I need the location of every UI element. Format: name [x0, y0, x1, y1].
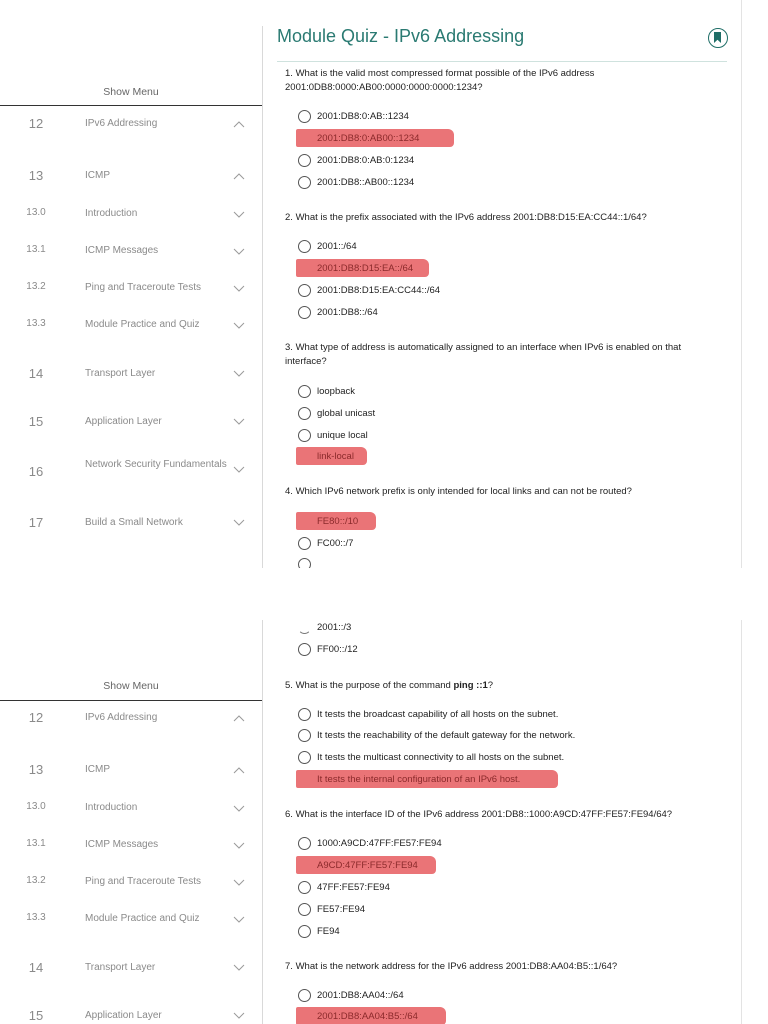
sidebar-item-label: Transport Layer [85, 962, 156, 973]
sidebar-item-label: Introduction [85, 802, 138, 813]
chevron-down-icon[interactable] [233, 916, 245, 924]
sidebar-item-number: 17 [28, 515, 44, 530]
option-q6-b-highlighted[interactable] [298, 859, 598, 875]
chevron-down-icon[interactable] [233, 322, 245, 330]
sidebar-item-label: Ping and Traceroute Tests [85, 282, 201, 293]
option-q4-c[interactable] [298, 621, 598, 637]
option-q2-c[interactable] [298, 284, 598, 300]
option-q3-d-highlighted[interactable] [298, 450, 598, 466]
sidebar-item-label: ICMP Messages [85, 245, 159, 256]
question-number: 3. [285, 342, 293, 353]
question-7-text [285, 960, 725, 974]
sidebar-item-label: Ping and Traceroute Tests [85, 876, 201, 887]
radio-button[interactable] [298, 176, 311, 189]
radio-button[interactable] [298, 621, 311, 634]
option-q1-d[interactable] [298, 176, 598, 192]
question-text: What is the valid most compressed format possible of the IPv6 address 2001:0DB8:0000:AB00:0000:0000:0000:1234? [285, 68, 595, 93]
chevron-down-icon[interactable] [233, 466, 245, 474]
chevron-up-icon[interactable] [233, 766, 245, 774]
question-2-text [285, 211, 725, 225]
option-label: It tests the multicast connectivity to all hosts on the subnet. [317, 752, 565, 763]
quiz-content [277, 0, 732, 568]
option-label: 1000:A9CD:47FF:FE57:FE94 [317, 838, 442, 849]
option-q7-b-highlighted[interactable] [298, 1010, 598, 1024]
option-label: It tests the broadcast capability of all hosts on the subnet. [317, 709, 559, 720]
title-divider [277, 61, 727, 62]
chevron-down-icon[interactable] [233, 805, 245, 813]
radio-button[interactable] [298, 903, 311, 916]
radio-button[interactable] [298, 751, 311, 764]
option-label: FF00::/12 [317, 644, 358, 655]
option-q4-b[interactable] [298, 537, 598, 553]
option-label: 2001:DB8:0:AB00::1234 [317, 133, 420, 144]
question-text: What is the interface ID of the IPv6 address 2001:DB8::1000:A9CD:47FF:FE57:FE94/64? [295, 809, 673, 820]
menu-divider [0, 105, 262, 106]
radio-button[interactable] [298, 837, 311, 850]
option-label: 2001:DB8::AB00::1234 [317, 177, 415, 188]
sidebar-item-number: 14 [28, 960, 44, 975]
bookmark-icon[interactable] [708, 28, 728, 48]
sidebar-divider [262, 26, 263, 568]
sidebar-item-label: ICMP [85, 170, 110, 181]
question-text: What type of address is automatically assigned to an interface when IPv6 is enabled on that interface? [285, 342, 682, 367]
question-number: 5. [285, 680, 293, 691]
option-q3-a[interactable] [298, 385, 598, 401]
sidebar-menu [0, 620, 262, 1024]
option-label: 2001:DB8:AA04::/64 [317, 990, 404, 1001]
option-label: unique local [317, 430, 368, 441]
radio-button[interactable] [298, 385, 311, 398]
radio-button[interactable] [298, 537, 311, 550]
option-q1-b-highlighted[interactable] [298, 132, 598, 148]
chevron-down-icon[interactable] [233, 879, 245, 887]
option-label: 2001:DB8:0:AB::1234 [317, 111, 409, 122]
question-text: Which IPv6 network prefix is only intended for local links and can not be routed? [295, 486, 632, 497]
radio-button[interactable] [298, 643, 311, 656]
chevron-down-icon[interactable] [233, 519, 245, 527]
sidebar-item-number: 13 [28, 168, 44, 183]
option-label: It tests the internal configuration of an IPv6 host. [317, 774, 521, 785]
sidebar-divider [262, 620, 263, 1024]
chevron-up-icon[interactable] [233, 714, 245, 722]
option-q1-a[interactable] [298, 110, 598, 126]
option-label: 2001:DB8:0:AB:0:1234 [317, 155, 415, 166]
question-1-text [285, 67, 725, 95]
question-4-text [285, 485, 725, 499]
chevron-down-icon[interactable] [233, 370, 245, 378]
chevron-up-icon[interactable] [233, 120, 245, 128]
sidebar-item-label: Module Practice and Quiz [85, 913, 200, 924]
show-menu-button[interactable]: Show Menu [103, 86, 159, 98]
option-q2-a[interactable] [298, 240, 598, 256]
radio-button[interactable] [298, 240, 311, 253]
command-text: ping ::1 [453, 680, 488, 691]
radio-button[interactable] [298, 558, 311, 568]
option-label: 2001:DB8::/64 [317, 307, 378, 318]
option-q5-d-highlighted[interactable] [298, 773, 598, 789]
option-label: link-local [317, 451, 354, 462]
sidebar-item-number: 13.0 [26, 801, 46, 812]
option-q4-d[interactable] [298, 643, 598, 659]
option-q6-e[interactable] [298, 925, 598, 941]
option-q5-c[interactable] [298, 751, 598, 767]
option-label: 2001:DB8:AA04:B5::/64 [317, 1011, 418, 1022]
option-label: 2001:DB8:D15:EA:CC44::/64 [317, 285, 441, 296]
option-label: FE80::/10 [317, 516, 359, 527]
sidebar-item-number: 13.2 [26, 281, 46, 292]
chevron-down-icon[interactable] [233, 285, 245, 293]
option-label: It tests the reachability of the default gateway for the network. [317, 730, 576, 741]
content-right-border [741, 0, 742, 568]
sidebar-item-number: 16 [28, 464, 44, 479]
sidebar-item-label: ICMP [85, 764, 110, 775]
radio-button[interactable] [298, 729, 311, 742]
option-label: loopback [317, 386, 356, 397]
option-label: FE57:FE94 [317, 904, 366, 915]
option-label: FE94 [317, 926, 340, 937]
quiz-content [277, 620, 732, 1024]
question-number: 7. [285, 961, 293, 972]
radio-button[interactable] [298, 110, 311, 123]
radio-button[interactable] [298, 925, 311, 938]
option-q6-c[interactable] [298, 881, 598, 897]
chevron-down-icon[interactable] [233, 418, 245, 426]
chevron-down-icon[interactable] [233, 248, 245, 256]
sidebar-item-label: Introduction [85, 208, 138, 219]
option-q3-c[interactable] [298, 429, 598, 445]
chevron-down-icon[interactable] [233, 211, 245, 219]
sidebar-item-label: Transport Layer [85, 368, 156, 379]
option-label: 2001::/3 [317, 622, 352, 633]
sidebar-item-number: 12 [28, 710, 44, 725]
option-q7-a[interactable] [298, 989, 598, 1005]
sidebar-item-label: Application Layer [85, 1010, 162, 1021]
sidebar-menu [0, 0, 262, 568]
chevron-up-icon[interactable] [233, 172, 245, 180]
question-text-end: ? [487, 680, 494, 691]
sidebar-item-label: IPv6 Addressing [85, 118, 158, 129]
menu-divider [0, 700, 262, 701]
sidebar-item-number: 12 [28, 116, 44, 131]
chevron-down-icon[interactable] [233, 842, 245, 850]
option-q4-c-partial[interactable] [298, 558, 598, 568]
option-q2-d[interactable] [298, 306, 598, 322]
show-menu-button[interactable]: Show Menu [103, 680, 159, 692]
question-number: 6. [285, 809, 293, 820]
sidebar-item-label: Network Security Fundamentals [85, 459, 227, 470]
radio-button[interactable] [298, 154, 311, 167]
sidebar-item-label: ICMP Messages [85, 839, 159, 850]
question-6-text [285, 808, 725, 822]
option-q6-a[interactable] [298, 837, 598, 853]
page-title: Module Quiz - IPv6 Addressing [277, 26, 525, 46]
option-q5-b[interactable] [298, 729, 598, 745]
sidebar-item-label: IPv6 Addressing [85, 712, 158, 723]
radio-button[interactable] [298, 429, 311, 442]
radio-button[interactable] [298, 708, 311, 721]
question-number: 1. [285, 68, 293, 79]
option-q5-a[interactable] [298, 708, 598, 724]
radio-button[interactable] [298, 284, 311, 297]
option-label: A9CD:47FF:FE57:FE94 [317, 860, 418, 871]
chevron-down-icon[interactable] [233, 1012, 245, 1020]
radio-button[interactable] [298, 407, 311, 420]
sidebar-item-label: Module Practice and Quiz [85, 319, 200, 330]
sidebar-item-label: Application Layer [85, 416, 162, 427]
option-label: 2001:DB8:D15:EA::/64 [317, 263, 414, 274]
sidebar-item-number: 15 [28, 1008, 44, 1023]
sidebar-item-number: 13.1 [26, 838, 46, 849]
question-5-text [285, 679, 725, 693]
sidebar-item-number: 13.1 [26, 244, 46, 255]
option-q4-a-highlighted[interactable] [298, 515, 598, 531]
sidebar-item-number: 13.2 [26, 875, 46, 886]
option-q2-b-highlighted[interactable] [298, 262, 598, 278]
option-q1-c[interactable] [298, 154, 598, 170]
sidebar-item-number: 13.3 [26, 318, 46, 329]
question-number: 2. [285, 212, 293, 223]
question-3-text [285, 341, 725, 369]
option-label: FC00::/7 [317, 538, 354, 549]
chevron-down-icon[interactable] [233, 964, 245, 972]
option-q6-d[interactable] [298, 903, 598, 919]
question-text: What is the prefix associated with the IPv6 address 2001:DB8:D15:EA:CC44::1/64? [295, 212, 647, 223]
sidebar-item-number: 13 [28, 762, 44, 777]
radio-button[interactable] [298, 306, 311, 319]
question-text: What is the purpose of the command [295, 680, 454, 691]
question-number: 4. [285, 486, 293, 497]
sidebar-item-number: 13.3 [26, 912, 46, 923]
sidebar-item-number: 13.0 [26, 207, 46, 218]
option-label: 47FF:FE57:FE94 [317, 882, 390, 893]
quiz-panel-bottom [0, 620, 768, 1024]
radio-button[interactable] [298, 881, 311, 894]
sidebar-item-label: Build a Small Network [85, 517, 183, 528]
option-label: 2001::/64 [317, 241, 357, 252]
sidebar-item-number: 14 [28, 366, 44, 381]
content-right-border [741, 620, 742, 1024]
sidebar-item-number: 15 [28, 414, 44, 429]
option-label: global unicast [317, 408, 376, 419]
question-text: What is the network address for the IPv6 address 2001:DB8:AA04:B5::1/64? [295, 961, 618, 972]
radio-button[interactable] [298, 989, 311, 1002]
option-q3-b[interactable] [298, 407, 598, 423]
